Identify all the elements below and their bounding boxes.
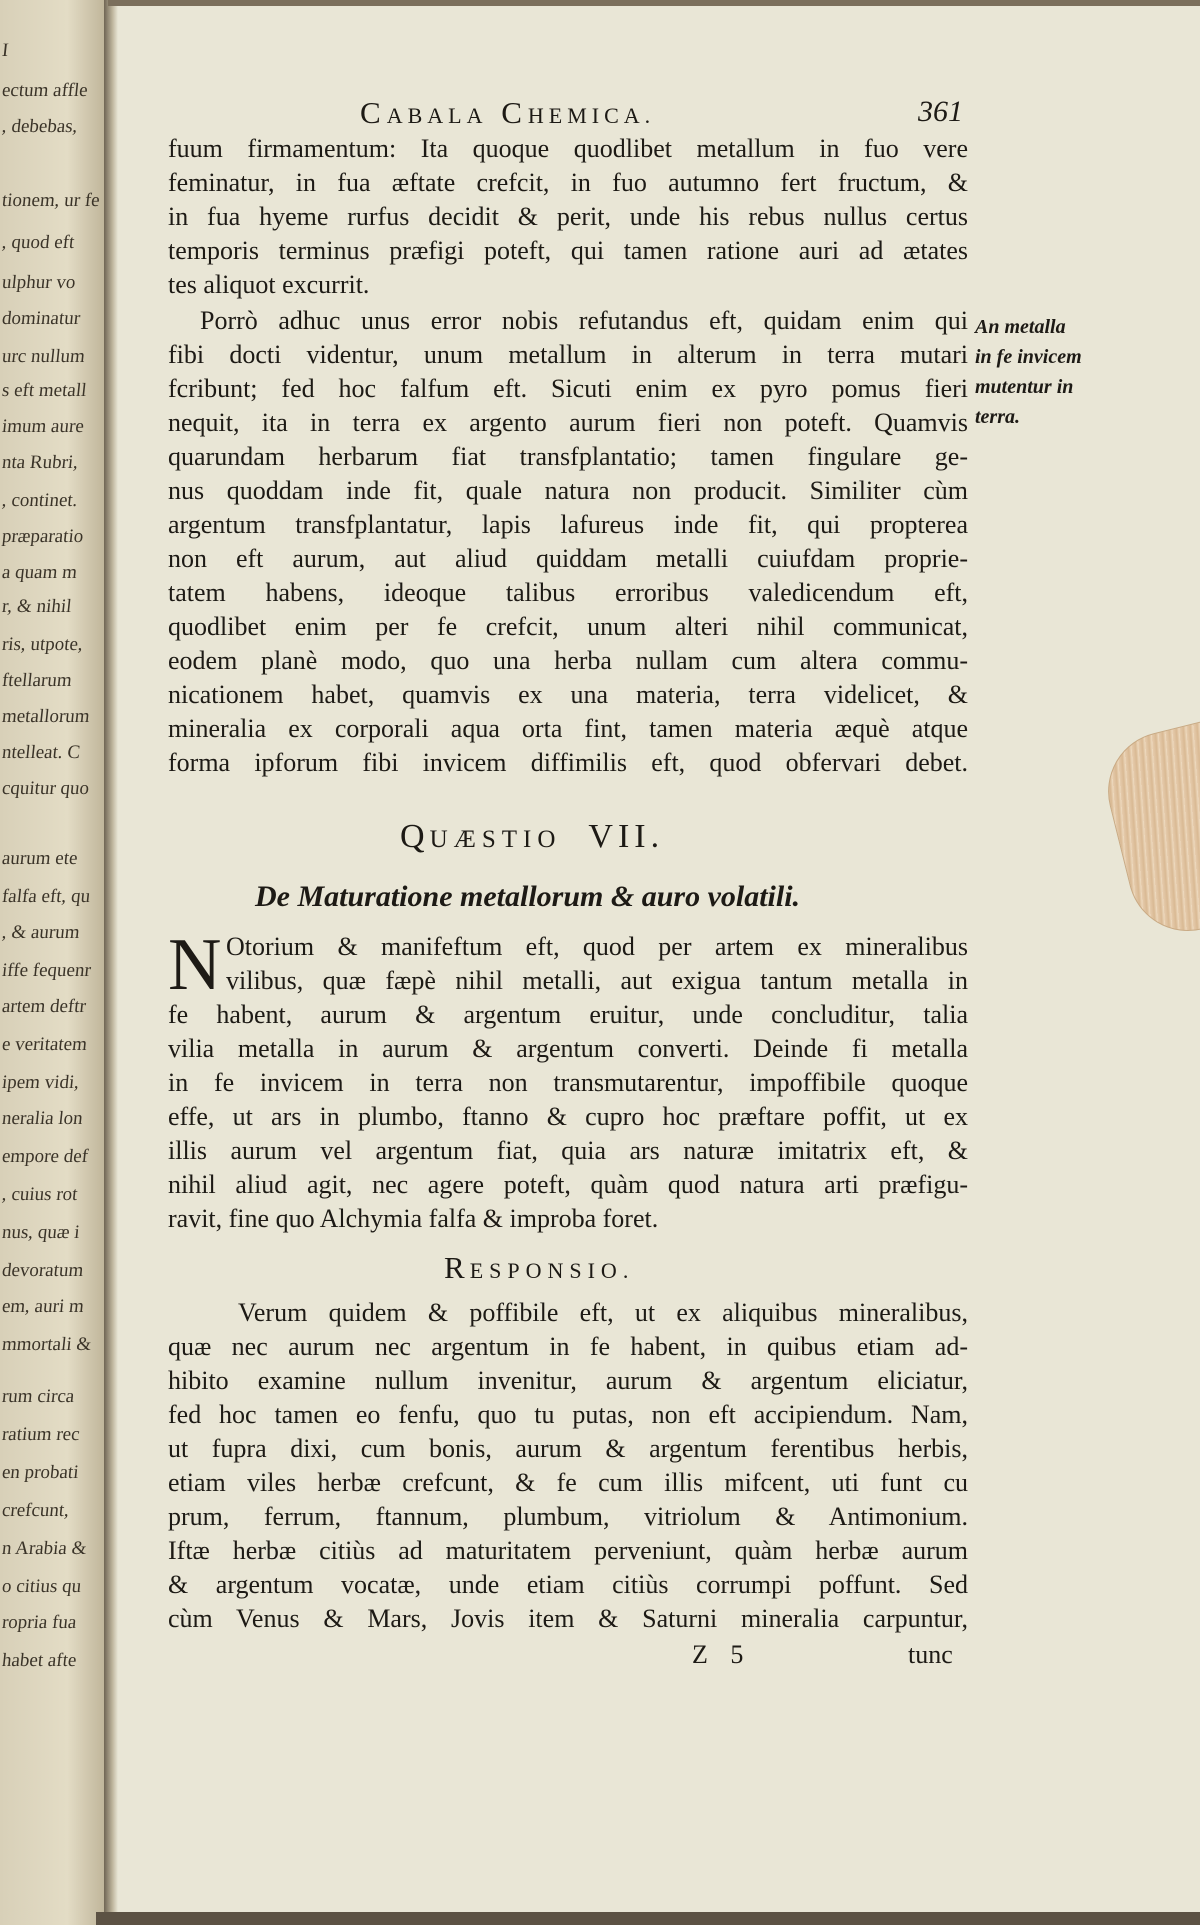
marginal-note-line: mutentur in	[975, 376, 1074, 398]
facing-page-fragment: ftellarum	[0, 670, 73, 691]
running-head-word: ABALA	[386, 103, 488, 128]
drop-cap: N	[168, 924, 222, 1006]
page-number: 361	[918, 95, 963, 128]
facing-page-fragment: aurum ete	[0, 848, 79, 869]
running-head-initial: C	[360, 95, 387, 130]
page-bottom-edge	[96, 1912, 1200, 1925]
text-line: Verum quidem & poffibile eft, ut ex aliquibus mineralibus,	[238, 1298, 968, 1327]
question-initial: Q	[400, 818, 430, 855]
text-line: tatem habens, ideoque talibus erroribus valedicendum eft,	[168, 578, 968, 607]
marginal-note-line: terra.	[975, 406, 1020, 428]
marginal-note-line: in fe invicem	[975, 346, 1082, 368]
facing-page-fragment: s eft metall	[0, 380, 88, 401]
facing-page-fragment: tionem, ur fe	[0, 190, 101, 211]
facing-page-fragment: falfa eft, qu	[0, 886, 92, 907]
facing-page-edge	[0, 0, 112, 1925]
facing-page-fragment: empore def	[0, 1146, 90, 1167]
text-line: fe habent, aurum & argentum eruitur, unde concluditur, talia	[168, 1000, 968, 1029]
facing-page-fragment: urc nullum	[0, 346, 87, 367]
text-line: prum, ferrum, ftannum, plumbum, vitriolum & Antimonium.	[168, 1502, 968, 1531]
facing-page-fragment: imum aure	[0, 416, 85, 437]
facing-page-fragment: I	[0, 40, 10, 61]
facing-page-fragment: a quam m	[0, 562, 79, 583]
facing-page-fragment: , continet.	[0, 490, 79, 511]
facing-page-fragment: , & aurum	[0, 922, 81, 943]
signature-mark: Z 5	[692, 1640, 752, 1669]
marginal-note	[975, 312, 1123, 432]
text-line: vilia metalla in aurum & argentum converti. Deinde fi metalla	[168, 1034, 968, 1063]
running-head	[360, 95, 655, 131]
facing-page-fragment: ipem vidi,	[0, 1072, 81, 1093]
facing-page-fragment: ulphur vo	[0, 272, 77, 293]
text-line: ut fupra dixi, cum bonis, aurum & argentum ferentibus herbis,	[168, 1434, 968, 1463]
facing-page-fragment: præparatio	[0, 526, 85, 547]
text-line: nihil aliud agit, nec agere poteft, quàm quod natura arti præfigu-	[168, 1170, 968, 1199]
facing-page-fragment: o citius qu	[0, 1576, 83, 1597]
text-line: quodlibet enim per fe crefcit, unum alteri nihil communicat,	[168, 612, 968, 641]
facing-page-fragment: devoratum	[0, 1260, 85, 1281]
facing-page-fragment: , debebas,	[0, 116, 79, 137]
running-head-initial: C	[501, 95, 528, 130]
facing-page-fragment: n Arabia &	[0, 1538, 88, 1559]
facing-page-fragment: ratium rec	[0, 1424, 81, 1445]
responsio-initial: R	[444, 1250, 470, 1285]
text-line: vilibus, quæ fæpè nihil metalli, aut exigua tantum metalla in	[226, 966, 968, 995]
facing-page-fragment: rum circa	[0, 1386, 76, 1407]
facing-page-fragment: em, auri m	[0, 1296, 85, 1317]
text-line: mineralia ex corporali aqua orta fint, tamen materia æquè atque	[168, 714, 968, 743]
facing-page-fragment: mmortali &	[0, 1334, 93, 1355]
text-line: quæ nec aurum nec argentum in fe habent, in quibus etiam ad-	[168, 1332, 968, 1361]
book-gutter	[104, 0, 118, 1925]
text-line: & argentum vocatæ, unde etiam citiùs corrumpi poffunt. Sed	[168, 1570, 968, 1599]
responsio-heading	[444, 1250, 634, 1286]
facing-page-fragment: habet afte	[0, 1650, 78, 1671]
text-line: fcribunt; fed hoc falfum eft. Sicuti enim ex pyro pomus fieri	[168, 374, 968, 403]
text-line: argentum transfplantatur, lapis lafureus inde fit, qui propterea	[168, 510, 968, 539]
text-line: illis aurum vel argentum fiat, quia ars naturæ imitatrix eft, &	[168, 1136, 968, 1165]
text-line: cùm Venus & Mars, Jovis item & Saturni mineralia carpuntur,	[168, 1604, 968, 1633]
text-line: quarundam herbarum fiat transfplantatio; tamen fingulare ge-	[168, 442, 968, 471]
responsio-word: ESPONSIO.	[469, 1258, 635, 1283]
text-line: effe, ut ars in plumbo, ftanno & cupro hoc præftare poffit, ut ex	[168, 1102, 968, 1131]
question-heading	[400, 818, 664, 856]
facing-page-fragment: neralia lon	[0, 1108, 84, 1129]
facing-page-fragment: dominatur	[0, 308, 82, 329]
facing-page-fragment: metallorum	[0, 706, 91, 727]
facing-page-fragment: ectum affle	[0, 80, 89, 101]
text-line: in fe invicem in terra non transmutarentur, impoffibile quoque	[168, 1068, 968, 1097]
facing-page-fragment: artem deftr	[0, 996, 88, 1017]
text-line: feminatur, in fua æftate crefcit, in fuo autumno fert fructum, &	[168, 168, 968, 197]
text-line: Otorium & manifeftum eft, quod per artem ex mineralibus	[226, 932, 968, 961]
catchword: tunc	[908, 1640, 953, 1669]
text-line: nequit, ita in terra ex argento aurum fieri non poteft. Quamvis	[168, 408, 968, 437]
text-line: temporis terminus præfigi poteft, qui tamen ratione auri ad ætates	[168, 236, 968, 265]
facing-page-fragment: iffe fequenr	[0, 960, 92, 981]
facing-page-fragment: cquitur quo	[0, 778, 91, 799]
marginal-note-line: An metalla	[975, 316, 1066, 338]
facing-page-fragment: ris, utpote,	[0, 634, 84, 655]
facing-page-fragment: r, & nihil	[0, 596, 73, 617]
text-line: tes aliquot excurrit.	[168, 270, 370, 299]
facing-page-fragment: , cuius rot	[0, 1184, 79, 1205]
text-line: in fua hyeme rurfus decidit & perit, unde his rebus nullus certus	[168, 202, 968, 231]
text-line: Porrò adhuc unus error nobis refutandus eft, quidam enim qui	[200, 306, 968, 335]
text-line: nicationem habet, quamvis ex una materia, terra videlicet, &	[168, 680, 968, 709]
facing-page-fragment: nta Rubri,	[0, 452, 80, 473]
facing-page-fragment: ntelleat. C	[0, 742, 82, 763]
facing-page-fragment: en probati	[0, 1462, 80, 1483]
text-line: nus quoddam inde fit, quale natura non producit. Similiter cùm	[168, 476, 968, 505]
facing-page-fragment: e veritatem	[0, 1034, 89, 1055]
text-line: Iftæ herbæ citiùs ad maturitatem perveniunt, quàm herbæ aurum	[168, 1536, 968, 1565]
question-title: De Maturatione metallorum & auro volatili.	[255, 880, 801, 913]
facing-page-fragment: crefcunt,	[0, 1500, 71, 1521]
question-word: UÆSTIO	[429, 826, 562, 853]
brush-object	[1095, 718, 1200, 944]
page-top-edge	[108, 0, 1200, 6]
question-numeral: VII.	[588, 818, 665, 855]
facing-page-fragment: nus, quæ i	[0, 1222, 81, 1243]
running-head-word: HEMICA.	[527, 103, 656, 128]
text-line: eodem planè modo, quo una herba nullam cum altera commu-	[168, 646, 968, 675]
text-line: hibito examine nullum invenitur, aurum & argentum eliciatur,	[168, 1366, 968, 1395]
text-line: non eft aurum, aut aliud quiddam metalli cuiufdam proprie-	[168, 544, 968, 573]
text-line: fuum firmamentum: Ita quoque quodlibet metallum in fuo vere	[168, 134, 968, 163]
facing-page-fragment: , quod eft	[0, 232, 76, 253]
text-line: etiam viles herbæ crefcunt, & fe cum illis mifcent, uti funt cu	[168, 1468, 968, 1497]
facing-page-fragment: ropria fua	[0, 1612, 78, 1633]
text-line: ravit, fine quo Alchymia falfa & improba foret.	[168, 1204, 659, 1233]
text-line: forma ipforum fibi invicem diffimilis eft, quod obfervari debet.	[168, 748, 968, 777]
text-line: fibi docti videntur, unum metallum in alterum in terra mutari	[168, 340, 968, 369]
text-line: fed hoc tamen eo fenfu, quo tu putas, non eft accipiendum. Nam,	[168, 1400, 968, 1429]
